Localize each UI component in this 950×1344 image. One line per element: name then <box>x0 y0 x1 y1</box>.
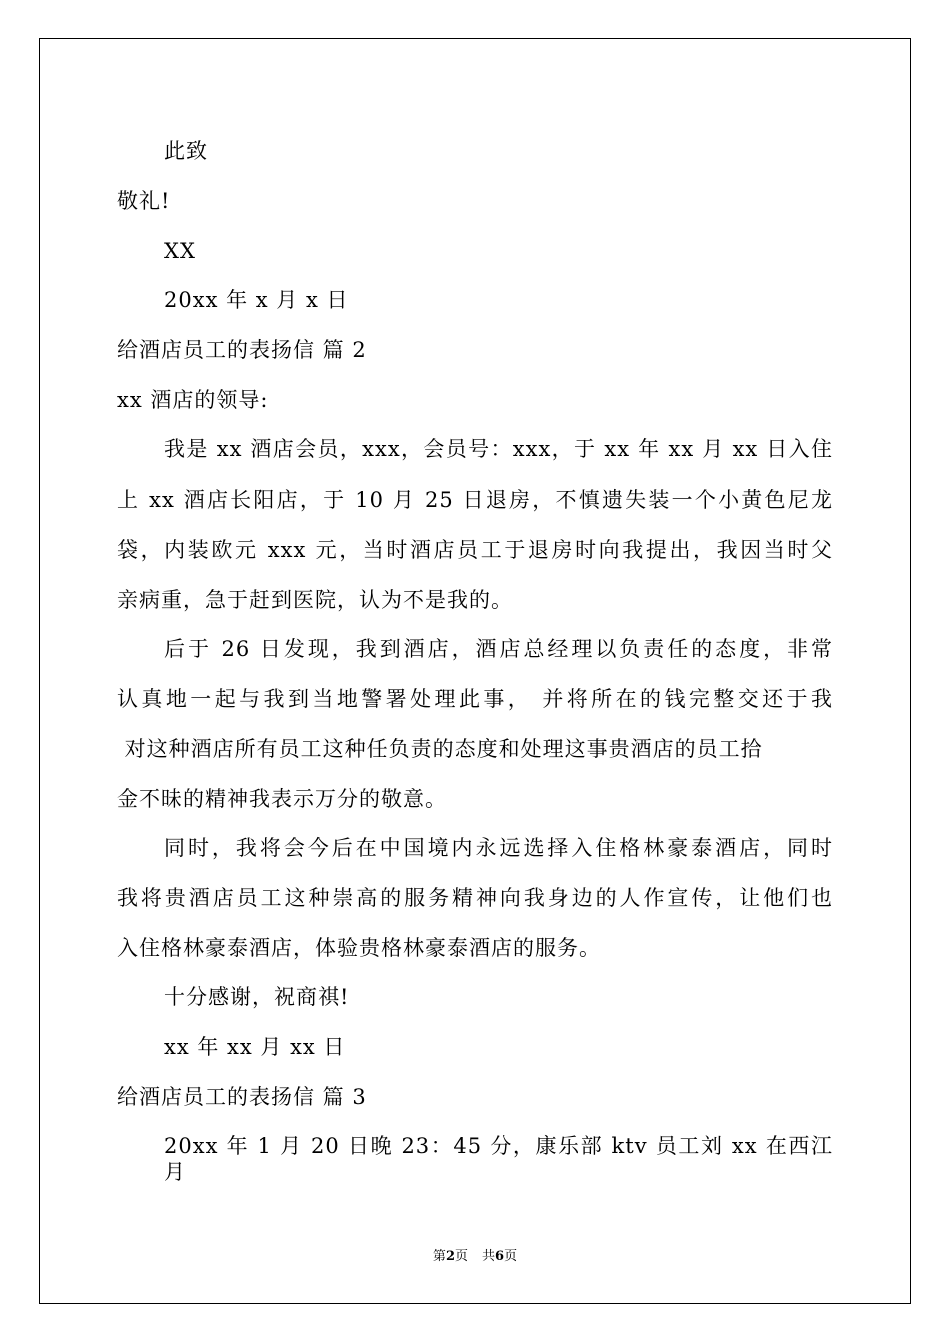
page-current: 2 <box>445 1249 455 1264</box>
letter2-line: 对这种酒店所有员工这种任负责的态度和处理这事贵酒店的员工拾 <box>117 737 763 761</box>
letter2-line: 上 xx 酒店长阳店，于 10 月 25 日退房，不慎遗失装一个小黄色尼龙 <box>117 488 833 512</box>
page-prefix: 第 <box>432 1249 446 1264</box>
total-pages: 6 <box>495 1249 505 1264</box>
page-footer <box>0 1249 950 1265</box>
letter3-heading: 给酒店员工的表扬信 篇 3 <box>117 1085 367 1109</box>
letter2-line: 同时，我将会今后在中国境内永远选择入住格林豪泰酒店，同时 <box>164 836 833 860</box>
letter2-line: 亲病重，急于赶到医院，认为不是我的。 <box>117 588 513 612</box>
letter2-line: 金不昧的精神我表示万分的敬意。 <box>117 787 447 811</box>
total-suffix: 页 <box>504 1249 518 1264</box>
total-prefix: 共 <box>482 1249 496 1264</box>
closing-signature: XX <box>164 239 196 263</box>
letter2-addressee: xx 酒店的领导: <box>117 388 269 412</box>
closing-date: 20xx 年 x 月 x 日 <box>164 288 349 312</box>
letter2-heading: 给酒店员工的表扬信 篇 2 <box>117 338 367 362</box>
letter2-line: 入住格林豪泰酒店，体验贵格林豪泰酒店的服务。 <box>117 936 601 960</box>
letter2-line: 我将贵酒店员工这种崇高的服务精神向我身边的人作宣传，让他们也 <box>117 886 833 910</box>
letter2-line: 袋，内装欧元 xxx 元，当时酒店员工于退房时向我提出，我因当时父 <box>117 538 833 562</box>
letter2-date: xx 年 xx 月 xx 日 <box>164 1035 346 1059</box>
page-suffix: 页 <box>454 1249 468 1264</box>
closing-salutation: 此致 <box>164 139 208 163</box>
page-border <box>39 38 911 1304</box>
letter3-first-line: 20xx 年 1 月 20 日晚 23：45 分，康乐部 ktv 员工刘 xx 在西江月 <box>164 1134 833 1184</box>
closing-respects: 敬礼! <box>117 189 171 213</box>
letter2-line: 我是 xx 酒店会员，xxx，会员号：xxx，于 xx 年 xx 月 xx 日入住 <box>164 437 833 461</box>
letter2-thanks: 十分感谢，祝商祺! <box>164 985 350 1009</box>
letter2-line: 认真地一起与我到当地警署处理此事， 并将所在的钱完整交还于我 <box>117 687 833 711</box>
letter2-line: 后于 26 日发现，我到酒店，酒店总经理以负责任的态度，非常 <box>164 637 833 661</box>
